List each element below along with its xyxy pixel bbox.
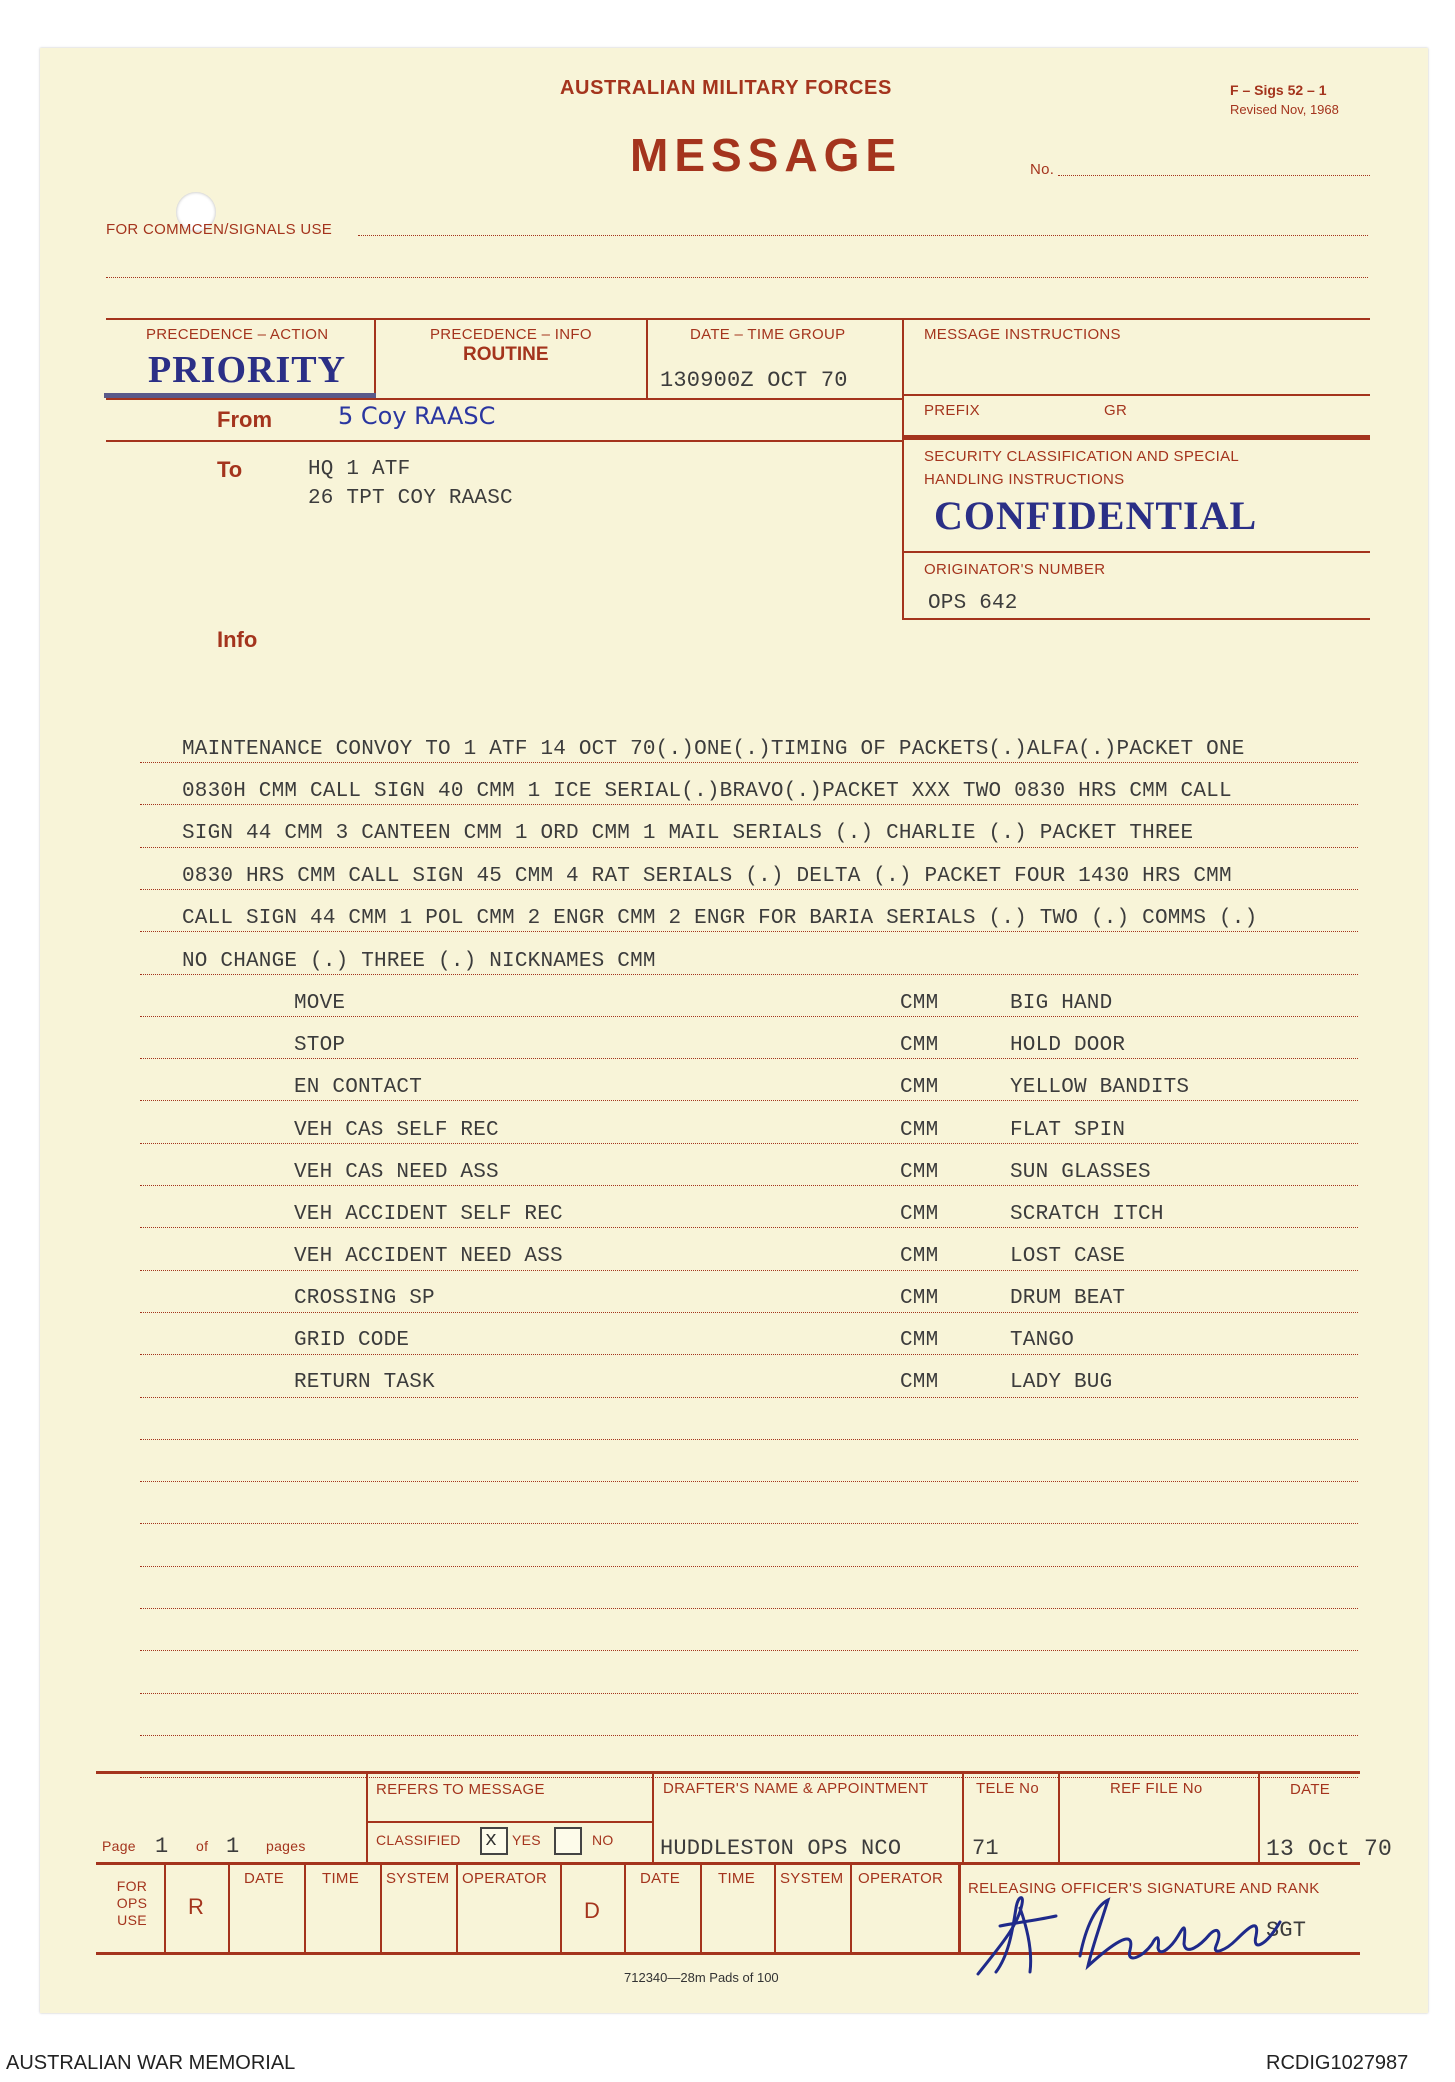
body-ruled-line (140, 1650, 1358, 1651)
body-ruled-line (140, 1608, 1358, 1609)
body-ruled-line (140, 1016, 1358, 1017)
nickname-term: MOVE (294, 992, 346, 1015)
to-value-1: HQ 1 ATF (308, 458, 411, 481)
classified-yes-label: YES (512, 1832, 541, 1848)
releasing-rank: SGT (1266, 1918, 1307, 1943)
classified-no-checkbox[interactable] (554, 1827, 582, 1855)
nickname-sep: CMM (900, 1034, 939, 1057)
officer-signature (960, 1886, 1300, 1982)
nickname-term: CROSSING SP (294, 1287, 435, 1310)
commcen-label: FOR COMMCEN/SIGNALS USE (106, 221, 333, 238)
nickname-term: GRID CODE (294, 1329, 410, 1352)
body-ruled-line (140, 1058, 1358, 1059)
nickname-sep: CMM (900, 1203, 939, 1226)
drafter-value: HUDDLESTON OPS NCO (660, 1836, 902, 1861)
nickname-term: STOP (294, 1034, 346, 1057)
col-operator-1: OPERATOR (462, 1870, 548, 1887)
nickname-term: VEH ACCIDENT NEED ASS (294, 1245, 563, 1268)
dtg-label: DATE – TIME GROUP (690, 326, 846, 343)
prefix-label: PREFIX (924, 402, 980, 419)
originator-label: ORIGINATOR'S NUMBER (924, 561, 1106, 578)
message-no-field[interactable] (1058, 175, 1370, 176)
body-ruled-line (140, 1312, 1358, 1313)
nickname-name: HOLD DOOR (1010, 1034, 1126, 1057)
gr-label: GR (1104, 402, 1128, 419)
to-label: To (217, 457, 243, 482)
body-ruled-line (140, 1397, 1358, 1398)
page-total: 1 (226, 1834, 240, 1859)
org-heading: AUSTRALIAN MILITARY FORCES (560, 77, 892, 99)
printer-note: 712340—28m Pads of 100 (624, 1970, 779, 1985)
body-ruled-line (140, 1439, 1358, 1440)
nickname-term: VEH CAS NEED ASS (294, 1161, 499, 1184)
form-revision: Revised Nov, 1968 (1230, 102, 1339, 117)
nickname-term: VEH ACCIDENT SELF REC (294, 1203, 563, 1226)
nickname-sep: CMM (900, 1329, 939, 1352)
of-label: of (196, 1838, 209, 1854)
releasing-label: RELEASING OFFICER'S SIGNATURE AND RANK (968, 1880, 1320, 1897)
from-label: From (217, 407, 272, 432)
col-date-2: DATE (640, 1870, 681, 1887)
body-line: 0830 HRS CMM CALL SIGN 45 CMM 4 RAT SERIALS (.) DELTA (.) PACKET FOUR 1430 HRS CMM (182, 865, 1232, 888)
nickname-sep: CMM (900, 1119, 939, 1142)
classified-no-label: NO (592, 1832, 614, 1848)
col-operator-2: OPERATOR (858, 1870, 944, 1887)
handling-label: HANDLING INSTRUCTIONS (924, 471, 1125, 488)
message-no-label: No. (1030, 161, 1055, 178)
from-value: 5 Coy RAASC (338, 402, 496, 430)
classified-label: CLASSIFIED (376, 1832, 461, 1848)
page-number: 1 (155, 1834, 169, 1859)
body-ruled-line (140, 1100, 1358, 1101)
precedence-info-value: ROUTINE (463, 344, 549, 365)
date-label: DATE (1290, 1781, 1331, 1798)
body-ruled-line (140, 1693, 1358, 1694)
nickname-sep: CMM (900, 1371, 939, 1394)
nickname-term: RETURN TASK (294, 1371, 435, 1394)
precedence-action-value: PRIORITY (148, 349, 347, 391)
body-ruled-line (140, 1227, 1358, 1228)
ops-use-text: FOR OPS USE (116, 1878, 148, 1928)
refers-label: REFERS TO MESSAGE (376, 1781, 545, 1798)
body-ruled-line (140, 974, 1358, 975)
body-line: SIGN 44 CMM 3 CANTEEN CMM 1 ORD CMM 1 MAIL SERIALS (.) CHARLIE (.) PACKET THREE (182, 822, 1194, 845)
nickname-sep: CMM (900, 1161, 939, 1184)
date-value: 13 Oct 70 (1266, 1836, 1393, 1862)
body-line: CALL SIGN 44 CMM 1 POL CMM 2 ENGR CMM 2 ENGR FOR BARIA SERIALS (.) TWO (.) COMMS (.) (182, 907, 1258, 930)
nickname-term: VEH CAS SELF REC (294, 1119, 499, 1142)
tele-label: TELE No (976, 1780, 1039, 1797)
body-line: 0830H CMM CALL SIGN 40 CMM 1 ICE SERIAL(.)BRAVO(.)PACKET XXX TWO 0830 HRS CMM CALL (182, 780, 1232, 803)
col-system-2: SYSTEM (780, 1870, 844, 1887)
nickname-name: LADY BUG (1010, 1371, 1113, 1394)
body-ruled-line (140, 1185, 1358, 1186)
nickname-sep: CMM (900, 1245, 939, 1268)
body-ruled-line (140, 1735, 1358, 1736)
nickname-name: DRUM BEAT (1010, 1287, 1126, 1310)
commcen-field-2[interactable] (106, 277, 1368, 278)
classified-yes-checkbox[interactable]: x (480, 1827, 508, 1855)
col-time-2: TIME (718, 1870, 756, 1887)
body-ruled-line (140, 847, 1358, 848)
commcen-field[interactable] (358, 235, 1368, 236)
pages-label: pages (266, 1838, 306, 1854)
ref-file-label: REF FILE No (1110, 1780, 1203, 1797)
originator-value: OPS 642 (928, 592, 1018, 615)
body-ruled-line (140, 1777, 1358, 1778)
message-instructions-label: MESSAGE INSTRUCTIONS (924, 326, 1121, 343)
drafter-label: DRAFTER'S NAME & APPOINTMENT (663, 1780, 929, 1797)
col-system-1: SYSTEM (386, 1870, 450, 1887)
nickname-name: SCRATCH ITCH (1010, 1203, 1164, 1226)
body-line: NO CHANGE (.) THREE (.) NICKNAMES CMM (182, 950, 656, 973)
d-cell: D (584, 1898, 600, 1923)
body-line: MAINTENANCE CONVOY TO 1 ATF 14 OCT 70(.)ONE(.)TIMING OF PACKETS(.)ALFA(.)PACKET ONE (182, 738, 1245, 761)
to-value-2: 26 TPT COY RAASC (308, 487, 513, 510)
body-ruled-line (140, 1354, 1358, 1355)
caption-right: RCDIG1027987 (1266, 2052, 1409, 2074)
precedence-info-label: PRECEDENCE – INFO (430, 326, 592, 343)
caption-left: AUSTRALIAN WAR MEMORIAL (6, 2052, 296, 2074)
col-time-1: TIME (322, 1870, 360, 1887)
dtg-value: 130900Z OCT 70 (660, 368, 848, 393)
tele-value: 71 (972, 1836, 999, 1861)
form-title: MESSAGE (630, 129, 903, 181)
page-label: Page (102, 1838, 136, 1854)
body-ruled-line (140, 1270, 1358, 1271)
body-ruled-line (140, 1523, 1358, 1524)
body-ruled-line (140, 804, 1358, 805)
security-label: SECURITY CLASSIFICATION AND SPECIAL (924, 448, 1240, 465)
nickname-sep: CMM (900, 1287, 939, 1310)
body-ruled-line (140, 1481, 1358, 1482)
r-cell: R (188, 1894, 204, 1919)
nickname-sep: CMM (900, 992, 939, 1015)
nickname-name: YELLOW BANDITS (1010, 1076, 1190, 1099)
security-classification: CONFIDENTIAL (934, 493, 1258, 538)
ops-use-label (112, 1878, 152, 1929)
col-date-1: DATE (244, 1870, 285, 1887)
body-ruled-line (140, 1566, 1358, 1567)
body-ruled-line (140, 889, 1358, 890)
precedence-action-label: PRECEDENCE – ACTION (146, 326, 329, 343)
nickname-name: SUN GLASSES (1010, 1161, 1151, 1184)
nickname-name: LOST CASE (1010, 1245, 1126, 1268)
nickname-term: EN CONTACT (294, 1076, 423, 1099)
body-ruled-line (140, 931, 1358, 932)
nickname-sep: CMM (900, 1076, 939, 1099)
form-id: F – Sigs 52 – 1 (1230, 82, 1327, 98)
info-label: Info (217, 627, 258, 652)
nickname-name: BIG HAND (1010, 992, 1113, 1015)
body-ruled-line (140, 762, 1358, 763)
body-ruled-line (140, 1143, 1358, 1144)
nickname-name: TANGO (1010, 1329, 1075, 1352)
nickname-name: FLAT SPIN (1010, 1119, 1126, 1142)
